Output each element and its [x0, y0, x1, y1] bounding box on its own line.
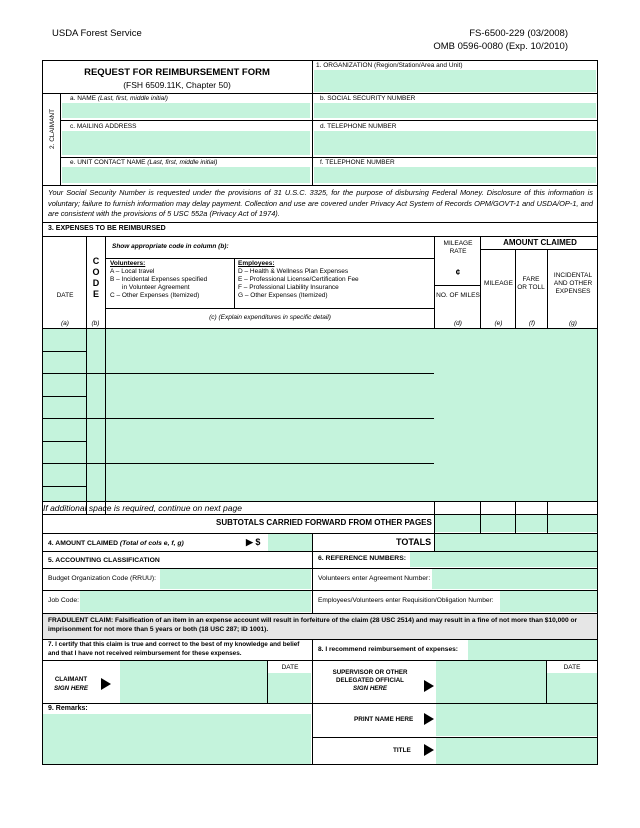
organization-input[interactable]	[314, 70, 596, 92]
claimant-sign-label: CLAIMANT SIGN HERE	[53, 676, 89, 692]
number-of-miles-label: NO. OF MILES	[436, 292, 480, 299]
job-code-label: Job Code:	[48, 597, 79, 604]
budget-org-input[interactable]	[160, 569, 311, 589]
fraud-notice: FRADULENT CLAIM: Falsification of an item in an expense account will result in forfeiture of the claim (28 USC 2514) and may result in a fine of not more than $10,000 or imprisonment for not more than 5 years or both (18 USC 287; ID 1001).	[48, 617, 578, 633]
expenses-section-label: 3. EXPENSES TO BE REIMBURSED	[48, 225, 166, 232]
date-column-label: DATE	[56, 292, 74, 299]
certify-statement: 7. I certify that this claim is true and correct to the best of my knowledge and belief and that I have not received reimbursement for these expenses.	[48, 641, 300, 657]
supervisor-label: SUPERVISOR OR OTHER DELEGATED OFFICIAL SIGN HERE	[332, 669, 408, 692]
telephone-f-input[interactable]	[314, 167, 596, 183]
dollar-arrow: ▶ $	[246, 537, 261, 547]
agreement-number-label: Volunteers enter Agreement Number:	[318, 575, 431, 582]
privacy-notice: Your Social Security Number is requested under the provisions of 31 U.S.C. 3325, for the purpose of disbursing Federal Money. Disclosure of this information is voluntary; failure to furnish information may delay payment. Collection and use are covered under Privacy Act System of Records OPM/GOVT-1 and USDA/OP-1, and are consistent with the provisions of 5 USC 552a (Privacy Act of 1974).	[48, 188, 593, 218]
employees-codes: Employees: D – Health & Wellness Plan Expenses E – Professional License/Certification Fee F – Professional Liability Insurance G – Other Expenses (Itemized)	[238, 260, 359, 299]
claimant-signature-input[interactable]	[120, 661, 267, 703]
job-code-input[interactable]	[80, 591, 311, 612]
col-a-label: (a)	[61, 320, 69, 327]
col-e-label: (e)	[494, 320, 503, 327]
form-subtitle: (FSH 6509.11K, Chapter 50)	[123, 80, 231, 90]
form-title: REQUEST FOR REIMBURSEMENT FORM	[84, 67, 270, 78]
accounting-label: 5. ACCOUNTING CLASSIFICATION	[48, 557, 160, 564]
amount-claimed-input[interactable]	[268, 534, 312, 551]
remarks-label: 9. Remarks:	[48, 705, 88, 712]
name-input[interactable]	[62, 103, 310, 118]
telephone-d-label: d. TELEPHONE NUMBER	[320, 123, 397, 130]
supervisor-date-label: DATE	[563, 664, 581, 671]
supervisor-signature-input[interactable]	[436, 661, 546, 703]
title-arrow-icon	[424, 744, 434, 756]
requisition-label: Employees/Volunteers enter Requisition/Obligation Number:	[318, 597, 494, 604]
supervisor-date-input[interactable]	[547, 673, 597, 703]
col-g-label: (g)	[569, 320, 577, 327]
claimant-arrow-icon	[101, 678, 111, 690]
unit-contact-label: e. UNIT CONTACT NAME (Last, first, middle initial)	[70, 159, 218, 166]
additional-space-note: If additional space is required, continue on next page	[43, 503, 242, 513]
show-code-instruction: Show appropriate code in column (b):	[112, 243, 229, 250]
telephone-d-input[interactable]	[314, 131, 596, 155]
ssn-label: b. SOCIAL SECURITY NUMBER	[320, 95, 416, 102]
title-label: TITLE	[393, 747, 411, 754]
print-name-label: PRINT NAME HERE	[354, 716, 414, 723]
telephone-f-label: f. TELEPHONE NUMBER	[320, 159, 395, 166]
mileage-column-label: MILEAGE	[484, 280, 513, 287]
reference-label: 6. REFERENCE NUMBERS:	[318, 555, 406, 562]
totals-label: TOTALS	[396, 537, 432, 547]
remarks-input[interactable]	[43, 714, 311, 764]
reference-input[interactable]	[410, 552, 597, 567]
print-name-arrow-icon	[424, 713, 434, 725]
name-label: a. NAME (Last, first, middle initial)	[70, 95, 168, 102]
volunteers-codes: Volunteers: A – Local travel B – Incidental Expenses specified in Volunteer Agreement C – Other Expenses (Itemized)	[110, 260, 208, 299]
amount-claimed-label: 4. AMOUNT CLAIMED (Total of cols e, f, g)	[48, 540, 184, 547]
expense-entries[interactable]	[43, 329, 597, 501]
organization-label: 1. ORGANIZATION (Region/Station/Area and Unit)	[316, 62, 463, 69]
title-input[interactable]	[436, 738, 597, 764]
col-b-label: (b)	[91, 320, 100, 327]
mailing-address-input[interactable]	[62, 131, 310, 155]
claimant-date-input[interactable]	[268, 673, 311, 703]
mileage-rate-label: MILEAGE RATE	[443, 240, 473, 255]
supervisor-arrow-icon	[424, 680, 434, 692]
fare-toll-column-label: FARE OR TOLL	[517, 276, 545, 291]
form-number: FS-6500-229 (03/2008)	[469, 28, 568, 39]
cent-symbol: ¢	[455, 268, 461, 277]
recommend-label: 8. I recommend reimbursement of expenses:	[318, 646, 458, 653]
recommend-input[interactable]	[468, 640, 597, 660]
claimant-date-label: DATE	[281, 664, 299, 671]
ssn-input[interactable]	[314, 103, 596, 118]
col-d-label: (d)	[454, 320, 462, 327]
subtotals-input[interactable]	[435, 515, 597, 532]
totals-input[interactable]	[435, 534, 597, 551]
requisition-input[interactable]	[500, 591, 597, 612]
amount-claimed-header: AMOUNT CLAIMED	[503, 238, 577, 247]
claimant-section-label: 2. CLAIMANT	[49, 108, 56, 149]
omb-number: OMB 0596-0080 (Exp. 10/2010)	[433, 41, 568, 52]
mailing-address-label: c. MAILING ADDRESS	[70, 123, 137, 130]
subtotals-label: SUBTOTALS CARRIED FORWARD FROM OTHER PAGES	[216, 518, 432, 527]
agency-name: USDA Forest Service	[52, 28, 142, 39]
agreement-number-input[interactable]	[432, 569, 597, 589]
print-name-input[interactable]	[436, 704, 597, 736]
incidental-column-label: INCIDENTAL AND OTHER EXPENSES	[553, 272, 593, 295]
unit-contact-input[interactable]	[62, 167, 310, 183]
col-f-label: (f)	[528, 320, 536, 327]
code-column-label: C O D E	[92, 256, 100, 299]
budget-org-label: Budget Organization Code (RRUU):	[48, 575, 157, 582]
explain-label: (c) (Explain expenditures in specific detail)	[209, 314, 331, 321]
